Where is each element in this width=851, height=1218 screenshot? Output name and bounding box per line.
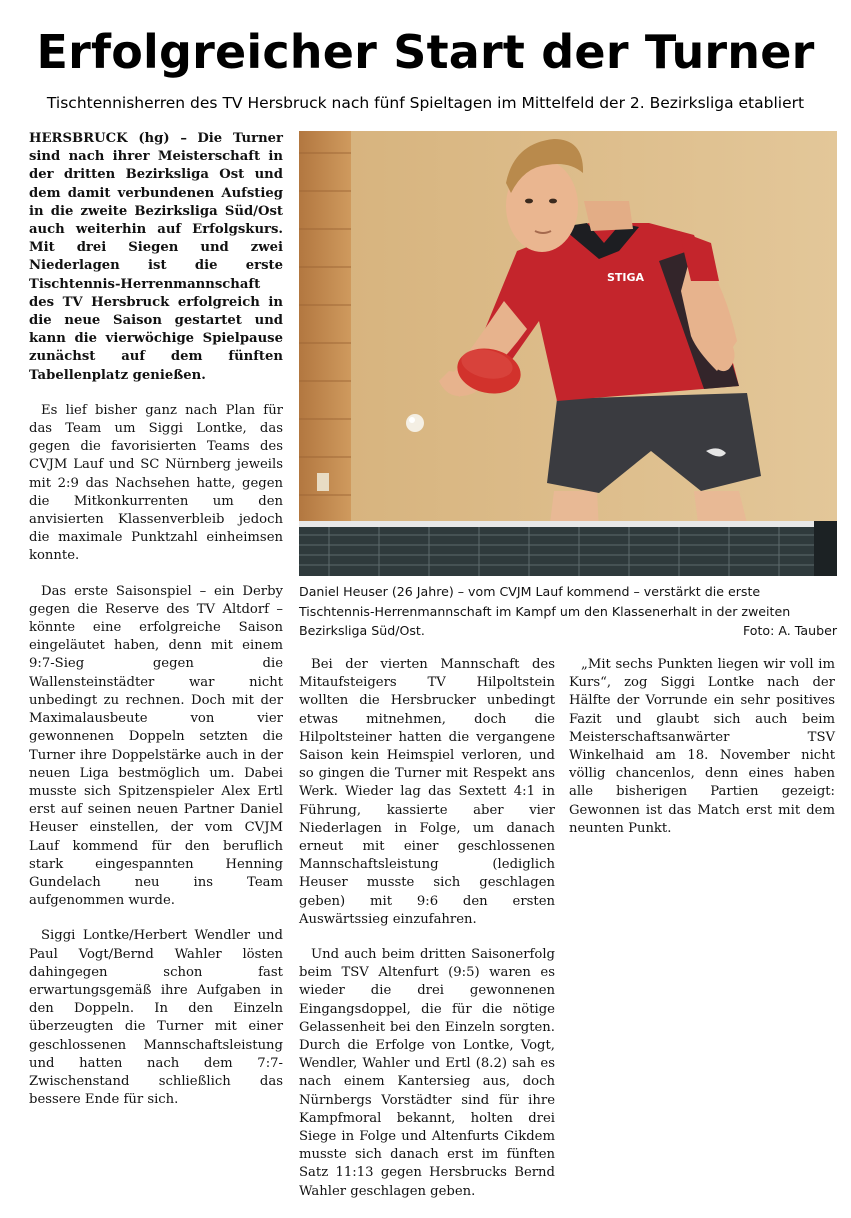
paragraph: Das erste Saisonspiel – ein Derby gegen die Reserve des TV Altdorf – könnte eine erfolgreiche Saison eingeläutet haben, denn mit einem 9:7-Sieg gegen die Wallensteinstädter war nicht unbedingt zu rechnen. Doch mit der Maximalausbeute von vier gewonnenen Doppeln setzten die Turner ihre Doppelstärke auch in der neuen Liga bestmöglich um. Dabei musste sich Spitzenspieler Alex Ertl erst auf seinen neuen Partner Daniel Heuser einstellen, der vom CVJM Lauf kommend für den beruflich stark eingespannten Henning Gundelach neu ins Team aufgenommen wurde. (29, 583, 283, 909)
paragraph: Es lief bisher ganz nach Plan für das Team um Siggi Lontke, das gegen die favorisierten Teams des CVJM Lauf und SC Nürnberg jeweils mit 2:9 das Nachsehen hatte, gegen die Mitkonkurrenten um den anvisierten Klassenverbleib jedoch die maximale Punktzahl einheimsen konnte. (29, 402, 283, 564)
paragraph-text: Die Turner sind nach ihrer Meisterschaft in der dritten Bezirksliga Ost und dem damit verbundenen Aufstieg in die zweite Bezirksliga Süd/Ost auch weiterhin auf Erfolgskurs. Mit drei Siegen und zwei Niederlagen ist die erste Tischtennis-Herrenmannschaft des TV Hersbruck erfolgreich in die neue Saison gestartet und kann die vierwöchige Spielpause zunächst auf dem fünften Tabellenplatz genießen. (29, 131, 284, 383)
photo-credit: Foto: A. Tauber (742, 623, 837, 638)
article-headline: Erfolgreicher Start der Turner (36, 25, 815, 79)
paragraph-lead (29, 130, 283, 385)
caption-text: Daniel Heuser (26 Jahre) – vom CVJM Lauf kommend – verstärkt die erste Tischtennis-Herrenmannschaft im Kampf um den Klassenerhalt in der zweiten Bezirksliga Süd/Ost. (299, 584, 791, 638)
paragraph: Bei der vierten Mannschaft des Mitaufsteigers TV Hilpoltstein wollten die Hersbrucker unbedingt etwas mitnehmen, doch die Hilpoltsteiner hatten die vergangene Saison kein Heimspiel verloren, und so gingen die Turner mit Respekt ans Werk. Wieder lag das Sextett 4:1 in Führung, kassierte aber vier Niederlagen in Folge, um danach erneut mit einer geschlossenen Mannschaftsleistung (lediglich Heuser musste sich geschlagen geben) mit 9:6 den ersten Auswärtssieg einzufahren. (299, 657, 555, 927)
photo-caption (299, 582, 837, 641)
text-column-middle (299, 656, 555, 1218)
text-column-right (569, 656, 835, 855)
article-photo (299, 131, 837, 576)
shirt-logo: STIGA (607, 271, 645, 284)
paragraph: Und auch beim dritten Saisonerfolg beim TSV Altenfurt (9:5) waren es wieder die drei gewonnenen Eingangsdoppel, die für die nötige Gelassenheit bei den Einzeln sorgten. Durch die Erfolge von Lontke, Vogt, Wendler, Wahler und Ertl (8.2) sah es nach einem Kantersieg aus, doch Nürnbergs Vorstädter sind für ihre Kampfmoral bekannt, holten drei Siege in Folge und Altenfurts Cikdem musste sich danach erst im fünften Satz 11:13 gegen Hersbrucks Bernd Wahler geschlagen geben. (299, 947, 555, 1199)
table-tennis-player-photo (299, 131, 837, 576)
paragraph: Siggi Lontke/Herbert Wendler und Paul Vogt/Bernd Wahler lösten dahingegen schon fast erwartungsgemäß ihre Aufgaben in den Doppeln. In den Einzeln überzeugten die Turner mit einer geschlossenen Mannschaftsleistung und hatten nach dem 7:7-Zwischenstand schließlich das bessere Ende für sich. (29, 928, 283, 1108)
article-subheadline: Tischtennisherren des TV Hersbruck nach fünf Spieltagen im Mittelfeld der 2. Bezirksliga etabliert (46, 94, 805, 112)
dateline: HERSBRUCK (hg) – (29, 131, 187, 146)
text-column-left (29, 130, 283, 1126)
paragraph: „Mit sechs Punkten liegen wir voll im Kurs“, zog Siggi Lontke nach der Hälfte der Vorrunde ein sehr positives Fazit und glaubt sich auch beim Meisterschaftsanwärter TSV Winkelhaid am 18. November nicht völlig chancenlos, denn eines haben alle bisherigen Partien gezeigt: Gewonnen ist das Match erst mit dem neunten Punkt. (569, 657, 835, 836)
